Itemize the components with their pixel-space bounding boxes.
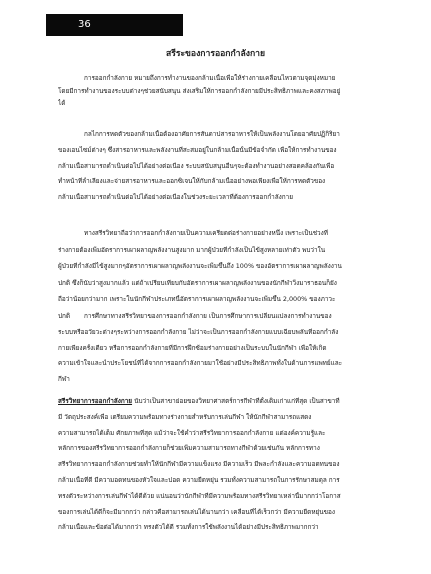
paragraph-2-line: กล้ามเนื้อสามารถดำเนินต่อไปได้อย่างต่อเนื่องในช่วงระยะเวลาที่ต้องการออกกำลังกาย bbox=[58, 193, 293, 202]
paragraph-5-line: สรีรวิทยาการออกกำลังกาย นับว่าเป็นสาขาย่อยของวิทยาศาสตร์การกีฬาที่ตั้งเดิมเก่าแก่ที่สุด เป็นสาขาที่ bbox=[58, 397, 340, 405]
paragraph-3-line: ผู้ป่วยที่กำลังมีไข้สูงมากๆอัตราการเผาผลาญพลังงานจะเพิ่มขึ้นถึง 100% ของอัตราการเผาผลาญพลังงาน bbox=[58, 262, 342, 271]
paragraph-1-line: ได้ bbox=[58, 99, 66, 107]
paragraph-5-line: ทรงตัวระหว่างการเล่นกีฬาได้ดีด้วย แน่นอนว่านักกีฬาที่มีความพร้อมทางสรีรวิทยาเหล่านี้มากกว่าโอกาส bbox=[58, 491, 341, 500]
paragraph-4-line: กายเพียงครั้งเดียว หรือการออกกำลังกายที่มีการฝึกซ้อมร่างกายอย่างเป็นระบบในนักกีฬา เพื่อให้เกิด bbox=[58, 343, 327, 352]
paragraph-4-line: ระบบหรืออวัยวะต่างๆระหว่างการออกกำลังกาย ไม่ว่าจะเป็นการออกกำลังกายแบบเฉียบพลันที่ออกกำลัง bbox=[58, 327, 339, 336]
paragraph-3-line: ร่างกายต้องเพิ่มอัตราการเผาผลาญพลังงานสูงมาก มากผู้ป่วยที่กำลังเป็นไข้สูงหลายเท่าตัว พบว่าใน bbox=[58, 245, 326, 254]
paragraph-5-line: สรีรวิทยาการออกกำลังกายช่วยทำให้นักกีฬามีความแข็งแรง มีความเร็ว มีพละกำลังและความอดทนของ bbox=[58, 460, 340, 469]
page-number: 36 bbox=[78, 19, 91, 30]
section-title: สรีระของการออกกำลังกาย bbox=[165, 49, 266, 59]
paragraph-1-line: โดยมีการทำงานของระบบต่างๆช่วยสนับสนุน ส่งเสริมให้การออกกำลังกายมีประสิทธิภาพและคงสภาพอยู่ bbox=[58, 86, 341, 95]
paragraph-5-line: กล้ามเนื้อและข้อต่อได้มากกว่า ทรงตัวได้ดี รวมทั้งการใช้พลังงานได้อย่างมีประสิทธิภาพมากกว่า bbox=[58, 523, 319, 532]
paragraph-5-line: ความสามารถได้เต็ม ศักยภาพที่สุด แม้ว่าจะใช้คำว่าสรีรวิทยาการออกกำลังกาย แต่องค์ความรู้และ bbox=[58, 428, 326, 437]
paragraph-5-line: หลักการของสรีรวิทยาการออกกำลังกายก็ช่วยเพิ่มความสามารถทางกีฬาด้วยเช่นกัน หลักการทาง bbox=[58, 444, 320, 453]
paragraph-4-line: กีฬา bbox=[58, 375, 70, 384]
paragraph-2-line: ของเอนไซม์ต่างๆ ซึ่งสารอาหารและพลังงานที่สะสมอยู่ในกล้ามเนื้อนั้นมีข้อจำกัด เพื่อให้การทำงานของ bbox=[58, 145, 337, 154]
paragraph-2-line: กล้ามเนื้อสามารถดำเนินต่อไปได้อย่างต่อเนื่อง ระบบสนับสนุนอื่นๆจะต้องทำงานอย่างสอดคล้องกันเพื่อ bbox=[58, 161, 335, 170]
paragraph-3-line: ปกติ bbox=[58, 312, 71, 320]
paragraph-5-line: มี วัตถุประสงค์เพื่อ เตรียมความพร้อมทางร่างกายสำหรับการเล่นกีฬา ให้นักกีฬาสามารถแสดง bbox=[58, 412, 312, 421]
paragraph-5-line: กล้ามเนื้อที่ดี มีความอดทนของหัวใจและปอด ความยืดหยุ่น รวมทั้งความสามารถในการรักษาสมดุล การ bbox=[58, 476, 340, 484]
paragraph-3-line: ปกติ ซึ่งก็นับว่าสูงมากแล้ว แต่ถ้าเปรียบเทียบกับอัตราการเผาผลาญพลังงานของนักกีฬาวิ่งมาราธอนก็ยัง bbox=[58, 278, 337, 287]
paragraph-3-line: ถือว่าน้อยกว่ามาก เพราะในนักกีฬาประเภทนี้อัตราการเผาผลาญพลังงานจะเพิ่มขึ้น 2,000% ของภาวะ bbox=[58, 295, 336, 304]
paragraph-3-line: ทางสรีรวิทยาถือว่าการออกกำลังกายเป็นความเครียดต่อร่างกายอย่างหนึ่ง เพราะเป็นช่วงที่ bbox=[84, 229, 328, 237]
paragraph-5-line: ของการเล่นได้ดีก็จะมีมากกว่า กล่าวคือสามารถเล่นได้นานกว่า เคลื่อนที่ได้เร็วกว่า มีความยืดหยุ่นของ bbox=[58, 507, 335, 516]
page-number-bar bbox=[46, 14, 183, 36]
lead-term: สรีรวิทยาการออกกำลังกาย bbox=[58, 397, 133, 405]
paragraph-4-line: ความเข้าใจและนำประโยชน์ที่ได้จากการออกกำลังกายมาใช้อย่างมีประสิทธิภาพทั้งในด้านการแพทย์และ bbox=[58, 359, 343, 368]
paragraph-2-line: ทำหน้าที่ลำเลียงและจ่ายสารอาหารและออกซิเจนให้กับกล้ามเนื้ออย่างพอเพียงเพื่อให้การหดตัวของ bbox=[58, 177, 326, 186]
paragraph-1-line: การออกกำลังกาย หมายถึงการทำงานของกล้ามเนื้อเพื่อให้ร่างกายเคลื่อนไหวตามจุดมุ่งหมาย bbox=[84, 74, 336, 82]
paragraph-2-line: กลไกการหดตัวของกล้ามเนื้อต้องอาศัยการสันดาปสารอาหารให้เป็นพลังงานโดยอาศัยปฏิกิริยา bbox=[84, 130, 340, 138]
paragraph-4-line: การศึกษาทางสรีรวิทยาของการออกกำลังกาย เป็นการศึกษาการเปลี่ยนแปลงการทำงานของ bbox=[84, 312, 332, 320]
